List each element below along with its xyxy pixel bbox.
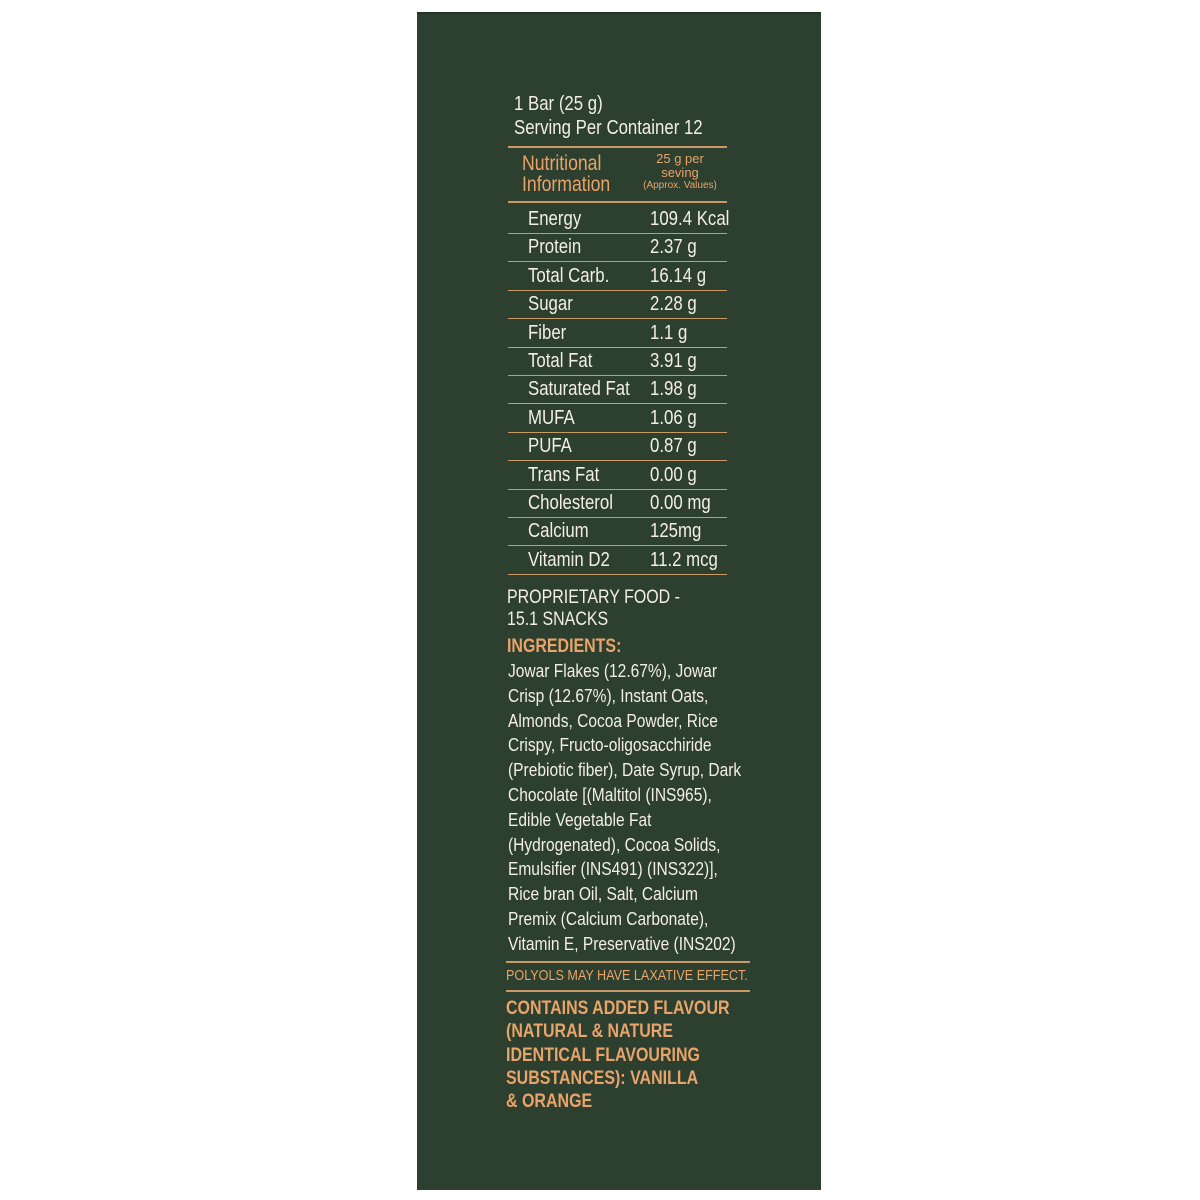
nutrition-row xyxy=(508,517,727,546)
nutrition-row xyxy=(508,404,727,433)
nutrient-value: 109.4 Kcal xyxy=(650,208,730,230)
nutrient-label: Vitamin D2 xyxy=(528,548,610,571)
divider xyxy=(508,146,727,148)
nutrient-value: 2.37 g xyxy=(650,236,697,259)
laxative-warning: POLYOLS MAY HAVE LAXATIVE EFFECT. xyxy=(506,967,748,984)
flavour-line: (NATURAL & NATURE xyxy=(506,1020,673,1043)
nutrient-value: 11.2 mcg xyxy=(650,548,718,571)
divider xyxy=(506,961,750,963)
nutrient-value: 125mg xyxy=(650,520,702,543)
nutrition-row xyxy=(508,375,727,404)
ingredients-line: Almonds, Cocoa Powder, Rice xyxy=(508,709,718,731)
nutrient-label: Trans Fat xyxy=(528,463,600,486)
nutrition-row xyxy=(508,489,727,518)
nutrition-row xyxy=(508,432,727,461)
ingredients-line: (Hydrogenated), Cocoa Solids, xyxy=(508,833,721,855)
ingredients-line: Crisp (12.67%), Instant Oats, xyxy=(508,684,709,706)
ingredients-line: Vitamin E, Preservative (INS202) xyxy=(508,932,736,954)
nutrient-label: Sugar xyxy=(528,293,573,316)
approx-values-note: (Approx. Values) xyxy=(643,180,717,191)
nutrition-row xyxy=(508,233,727,262)
nutrient-label: Energy xyxy=(528,208,582,230)
nutrition-row xyxy=(508,546,727,575)
servings-per-container: Serving Per Container 12 xyxy=(514,117,703,139)
category-line2: 15.1 SNACKS xyxy=(507,609,609,630)
nutrition-row xyxy=(508,347,727,376)
nutrient-label: Cholesterol xyxy=(528,492,613,514)
nutrient-label: Fiber xyxy=(528,321,567,344)
nutrient-value: 0.00 mg xyxy=(650,492,711,514)
flavour-line: IDENTICAL FLAVOURING xyxy=(506,1043,700,1066)
divider xyxy=(508,201,727,203)
nutrient-value: 3.91 g xyxy=(650,350,697,372)
nutrient-label: PUFA xyxy=(528,435,572,458)
flavour-line: SUBSTANCES): VANILLA xyxy=(506,1066,699,1089)
nutrient-value: 0.87 g xyxy=(650,435,697,458)
ingredients-line: Emulsifier (INS491) (INS322)], xyxy=(508,858,718,880)
nutrition-row xyxy=(508,290,727,319)
ingredients-heading: INGREDIENTS: xyxy=(507,636,622,657)
divider xyxy=(506,990,750,992)
table-title-line1: Nutritional xyxy=(522,152,602,175)
nutrient-value: 0.00 g xyxy=(650,463,697,486)
nutrient-value: 16.14 g xyxy=(650,264,707,287)
per-serving-header-line1: 25 g per xyxy=(656,151,704,166)
nutrient-value: 1.1 g xyxy=(650,321,688,344)
per-serving-header-line2: seving xyxy=(661,165,699,180)
nutrition-row xyxy=(508,319,727,348)
ingredients-line: Rice bran Oil, Salt, Calcium xyxy=(508,883,698,905)
nutrition-row xyxy=(508,262,727,291)
ingredients-line: Jowar Flakes (12.67%), Jowar xyxy=(508,660,718,681)
category-line1: PROPRIETARY FOOD - xyxy=(507,587,680,608)
nutrient-value: 1.06 g xyxy=(650,406,697,429)
serving-size: 1 Bar (25 g) xyxy=(514,93,603,115)
ingredients-line: Crispy, Fructo-oligosacchiride xyxy=(508,734,712,756)
nutrition-row xyxy=(508,461,727,490)
nutrient-label: Total Fat xyxy=(528,350,593,372)
flavour-line: CONTAINS ADDED FLAVOUR xyxy=(506,997,730,1019)
ingredients-line: Edible Vegetable Fat xyxy=(508,808,652,830)
flavour-line: & ORANGE xyxy=(506,1090,593,1113)
ingredients-line: (Prebiotic fiber), Date Syrup, Dark xyxy=(508,759,742,781)
nutrient-label: Saturated Fat xyxy=(528,378,630,401)
nutrition-row xyxy=(508,205,730,234)
table-title-line2: Information xyxy=(522,173,611,196)
nutrient-label: Total Carb. xyxy=(528,264,610,287)
ingredients-line: Chocolate [(Maltitol (INS965), xyxy=(508,784,712,805)
nutrient-value: 1.98 g xyxy=(650,378,697,401)
nutrient-label: Calcium xyxy=(528,520,589,543)
ingredients-line: Premix (Calcium Carbonate), xyxy=(508,908,709,929)
nutrient-label: MUFA xyxy=(528,406,575,429)
per-serving-header xyxy=(630,152,730,192)
nutrient-label: Protein xyxy=(528,236,582,259)
nutrient-value: 2.28 g xyxy=(650,293,697,316)
